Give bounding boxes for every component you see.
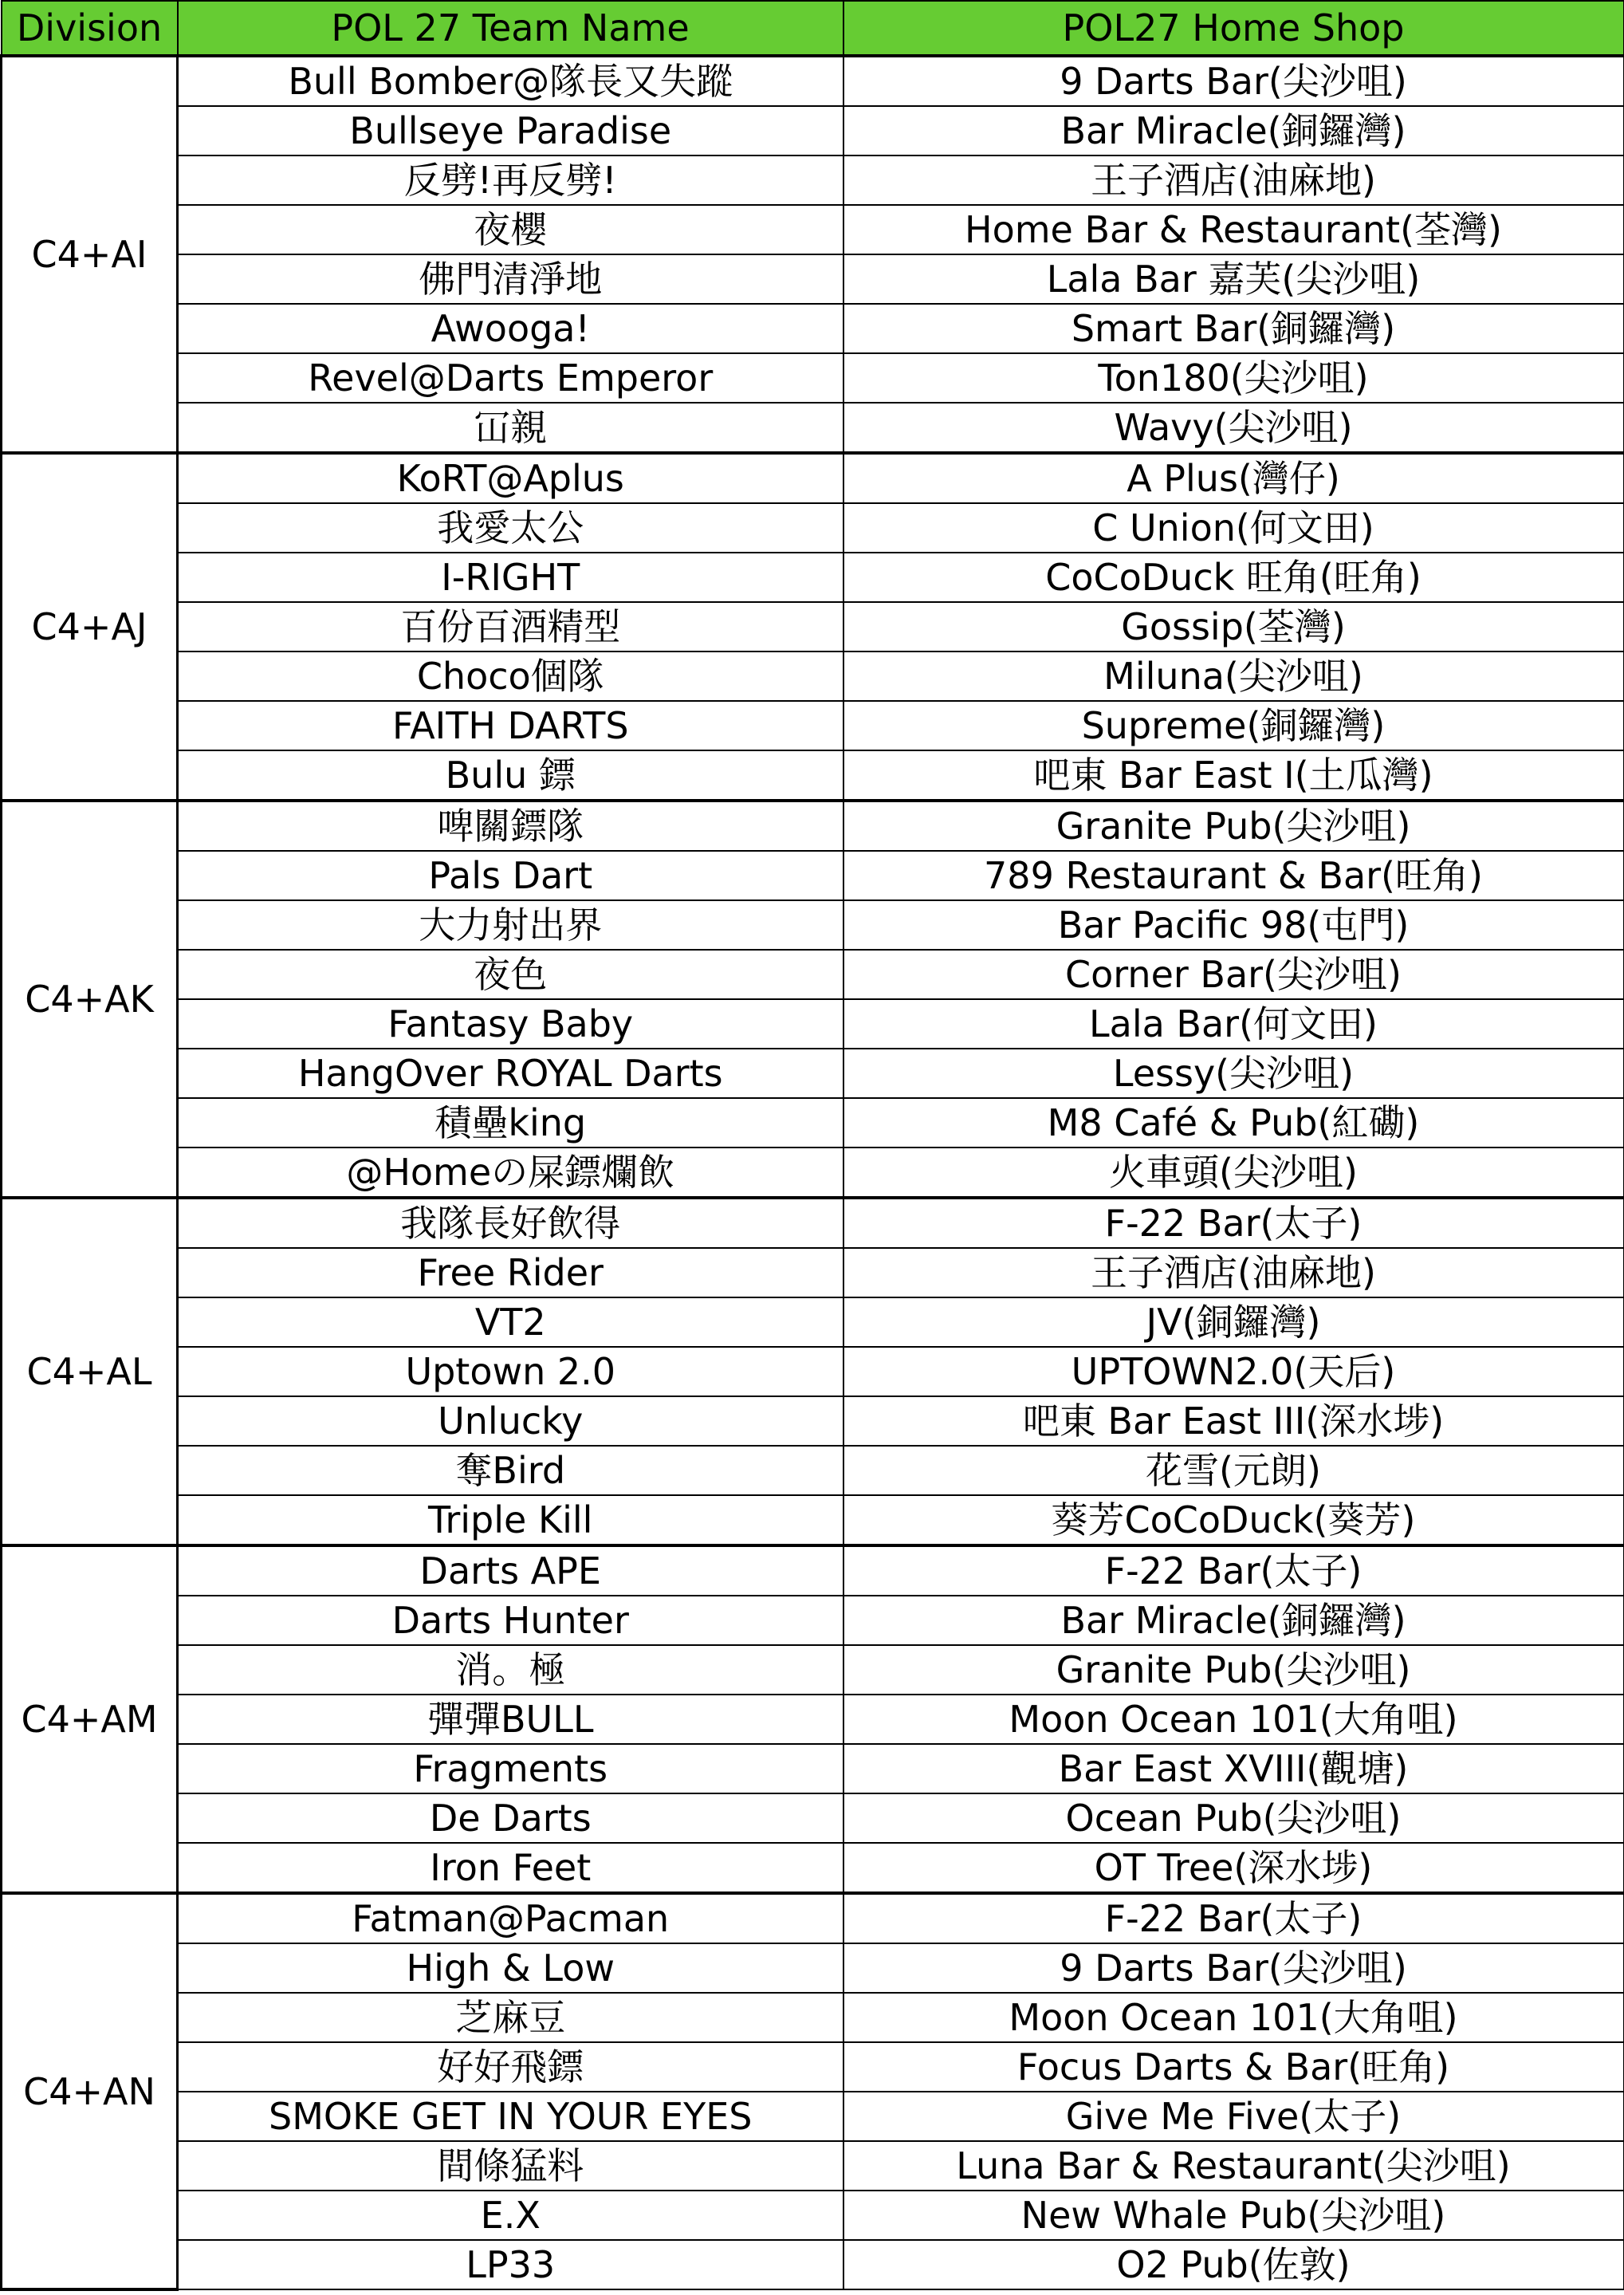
team-name-cell: Darts Hunter: [178, 1596, 843, 1645]
home-shop-cell: 吧東 Bar East I(土瓜灣): [843, 750, 1624, 801]
division-cell: C4+AK: [2, 801, 178, 1198]
header-row: [2, 1, 1624, 56]
table-row: [2, 503, 1624, 553]
team-name-cell: Awooga!: [178, 304, 843, 353]
table-row: [2, 1248, 1624, 1297]
table-row: [2, 254, 1624, 304]
home-shop-cell: F-22 Bar(太子): [843, 1198, 1624, 1248]
table-row: [2, 1596, 1624, 1645]
team-name-cell: Bullseye Paradise: [178, 106, 843, 155]
table-row: [2, 453, 1624, 503]
table-row: [2, 353, 1624, 403]
team-name-cell: E.X: [178, 2191, 843, 2240]
team-name-cell: 反劈!再反劈!: [178, 155, 843, 205]
home-shop-cell: Granite Pub(尖沙咀): [843, 801, 1624, 851]
home-shop-cell: OT Tree(深水埗): [843, 1843, 1624, 1893]
team-name-cell: Unlucky: [178, 1396, 843, 1446]
header-division: Division: [2, 1, 178, 56]
home-shop-cell: Corner Bar(尖沙咀): [843, 950, 1624, 999]
team-name-cell: 我愛太公: [178, 503, 843, 553]
table-row: [2, 1297, 1624, 1347]
home-shop-cell: 葵芳CoCoDuck(葵芳): [843, 1495, 1624, 1545]
table-row: [2, 701, 1624, 750]
home-shop-cell: F-22 Bar(太子): [843, 1545, 1624, 1596]
table-row: [2, 403, 1624, 453]
home-shop-cell: UPTOWN2.0(天后): [843, 1347, 1624, 1396]
division-cell: C4+AN: [2, 1893, 178, 2289]
team-name-cell: SMOKE GET IN YOUR EYES: [178, 2092, 843, 2141]
table-row: [2, 1793, 1624, 1843]
team-name-cell: LP33: [178, 2240, 843, 2289]
home-shop-cell: Lessy(尖沙咀): [843, 1049, 1624, 1098]
table-row: [2, 900, 1624, 950]
division-cell: C4+AJ: [2, 453, 178, 801]
table-row: [2, 1148, 1624, 1198]
table-row: [2, 2092, 1624, 2141]
home-shop-cell: Focus Darts & Bar(旺角): [843, 2042, 1624, 2092]
home-shop-cell: M8 Café & Pub(紅磡): [843, 1098, 1624, 1148]
home-shop-cell: 吧東 Bar East III(深水埗): [843, 1396, 1624, 1446]
table-row: [2, 1446, 1624, 1495]
table-row: [2, 155, 1624, 205]
table-row: [2, 1843, 1624, 1893]
home-shop-cell: Supreme(銅鑼灣): [843, 701, 1624, 750]
home-shop-cell: Bar Miracle(銅鑼灣): [843, 106, 1624, 155]
team-name-cell: 大力射出界: [178, 900, 843, 950]
table-row: [2, 553, 1624, 602]
home-shop-cell: JV(銅鑼灣): [843, 1297, 1624, 1347]
team-name-cell: De Darts: [178, 1793, 843, 1843]
team-name-cell: Iron Feet: [178, 1843, 843, 1893]
team-name-cell: VT2: [178, 1297, 843, 1347]
division-cell: C4+AM: [2, 1545, 178, 1893]
table-row: [2, 2191, 1624, 2240]
table-row: [2, 1347, 1624, 1396]
team-name-cell: Fragments: [178, 1744, 843, 1793]
home-shop-cell: CoCoDuck 旺角(旺角): [843, 553, 1624, 602]
home-shop-cell: 9 Darts Bar(尖沙咀): [843, 1943, 1624, 1993]
table-row: [2, 1695, 1624, 1744]
table-row: [2, 651, 1624, 701]
home-shop-cell: Bar Pacific 98(屯門): [843, 900, 1624, 950]
team-name-cell: Bull Bomber@隊長又失蹤: [178, 56, 843, 106]
table-row: [2, 950, 1624, 999]
team-name-cell: 好好飛鏢: [178, 2042, 843, 2092]
table-row: [2, 56, 1624, 106]
home-shop-cell: Bar Miracle(銅鑼灣): [843, 1596, 1624, 1645]
table-row: [2, 1049, 1624, 1098]
team-name-cell: FAITH DARTS: [178, 701, 843, 750]
team-name-cell: 間條猛料: [178, 2141, 843, 2191]
team-name-cell: Triple Kill: [178, 1495, 843, 1545]
home-shop-cell: Moon Ocean 101(大角咀): [843, 1993, 1624, 2042]
team-name-cell: Fatman@Pacman: [178, 1893, 843, 1943]
table-row: [2, 205, 1624, 254]
team-name-cell: Fantasy Baby: [178, 999, 843, 1049]
table-row: [2, 2240, 1624, 2289]
home-shop-cell: A Plus(灣仔): [843, 453, 1624, 503]
home-shop-cell: New Whale Pub(尖沙咀): [843, 2191, 1624, 2240]
home-shop-cell: 789 Restaurant & Bar(旺角): [843, 851, 1624, 900]
home-shop-cell: 花雪(元朗): [843, 1446, 1624, 1495]
team-name-cell: 積壘king: [178, 1098, 843, 1148]
team-name-cell: Bulu 鏢: [178, 750, 843, 801]
header-team-name: POL 27 Team Name: [178, 1, 843, 56]
table-row: [2, 106, 1624, 155]
table-row: [2, 602, 1624, 651]
home-shop-cell: Wavy(尖沙咀): [843, 403, 1624, 453]
home-shop-cell: 火車頭(尖沙咀): [843, 1148, 1624, 1198]
home-shop-cell: Lala Bar(何文田): [843, 999, 1624, 1049]
home-shop-cell: O2 Pub(佐敦): [843, 2240, 1624, 2289]
home-shop-cell: Gossip(荃灣): [843, 602, 1624, 651]
team-name-cell: High & Low: [178, 1943, 843, 1993]
team-name-cell: Uptown 2.0: [178, 1347, 843, 1396]
home-shop-cell: Lala Bar 嘉芙(尖沙咀): [843, 254, 1624, 304]
team-name-cell: I-RIGHT: [178, 553, 843, 602]
home-shop-cell: Moon Ocean 101(大角咀): [843, 1695, 1624, 1744]
table-row: [2, 1993, 1624, 2042]
table-row: [2, 1098, 1624, 1148]
team-name-cell: Choco個隊: [178, 651, 843, 701]
team-name-cell: Darts APE: [178, 1545, 843, 1596]
home-shop-cell: Ton180(尖沙咀): [843, 353, 1624, 403]
home-shop-cell: 王子酒店(油麻地): [843, 155, 1624, 205]
team-name-cell: 我隊長好飲得: [178, 1198, 843, 1248]
division-cell: C4+AI: [2, 56, 178, 453]
table-row: [2, 999, 1624, 1049]
team-name-cell: Free Rider: [178, 1248, 843, 1297]
team-name-cell: 芝麻豆: [178, 1993, 843, 2042]
home-shop-cell: Ocean Pub(尖沙咀): [843, 1793, 1624, 1843]
table-row: [2, 1893, 1624, 1943]
table-row: [2, 851, 1624, 900]
table-row: [2, 1545, 1624, 1596]
table-row: [2, 1744, 1624, 1793]
team-name-cell: 消。極: [178, 1645, 843, 1695]
table-row: [2, 750, 1624, 801]
home-shop-cell: Bar East XVIII(觀塘): [843, 1744, 1624, 1793]
table-row: [2, 1495, 1624, 1545]
home-shop-cell: Granite Pub(尖沙咀): [843, 1645, 1624, 1695]
team-name-cell: 夜櫻: [178, 205, 843, 254]
team-name-cell: @Homeの屎鏢爛飲: [178, 1148, 843, 1198]
team-name-cell: Pals Dart: [178, 851, 843, 900]
team-name-cell: Revel@Darts Emperor: [178, 353, 843, 403]
team-name-cell: KoRT@Aplus: [178, 453, 843, 503]
home-shop-cell: F-22 Bar(太子): [843, 1893, 1624, 1943]
header-home-shop: POL27 Home Shop: [843, 1, 1624, 56]
division-cell: C4+AL: [2, 1198, 178, 1545]
home-shop-cell: 9 Darts Bar(尖沙咀): [843, 56, 1624, 106]
home-shop-cell: Luna Bar & Restaurant(尖沙咀): [843, 2141, 1624, 2191]
home-shop-cell: C Union(何文田): [843, 503, 1624, 553]
home-shop-cell: 王子酒店(油麻地): [843, 1248, 1624, 1297]
table-row: [2, 1198, 1624, 1248]
home-shop-cell: Give Me Five(太子): [843, 2092, 1624, 2141]
team-name-cell: 奪Bird: [178, 1446, 843, 1495]
home-shop-cell: Smart Bar(銅鑼灣): [843, 304, 1624, 353]
table-row: [2, 304, 1624, 353]
table-row: [2, 801, 1624, 851]
home-shop-cell: Miluna(尖沙咀): [843, 651, 1624, 701]
table-row: [2, 2042, 1624, 2092]
table-row: [2, 1396, 1624, 1446]
team-name-cell: HangOver ROYAL Darts: [178, 1049, 843, 1098]
team-name-cell: 彈彈BULL: [178, 1695, 843, 1744]
team-name-cell: 夜色: [178, 950, 843, 999]
table-row: [2, 1943, 1624, 1993]
team-name-cell: 百份百酒精型: [178, 602, 843, 651]
team-name-cell: 啤關鏢隊: [178, 801, 843, 851]
team-name-cell: 佛門清淨地: [178, 254, 843, 304]
table-row: [2, 2141, 1624, 2191]
team-name-cell: 冚親: [178, 403, 843, 453]
home-shop-cell: Home Bar & Restaurant(荃灣): [843, 205, 1624, 254]
table-row: [2, 1645, 1624, 1695]
